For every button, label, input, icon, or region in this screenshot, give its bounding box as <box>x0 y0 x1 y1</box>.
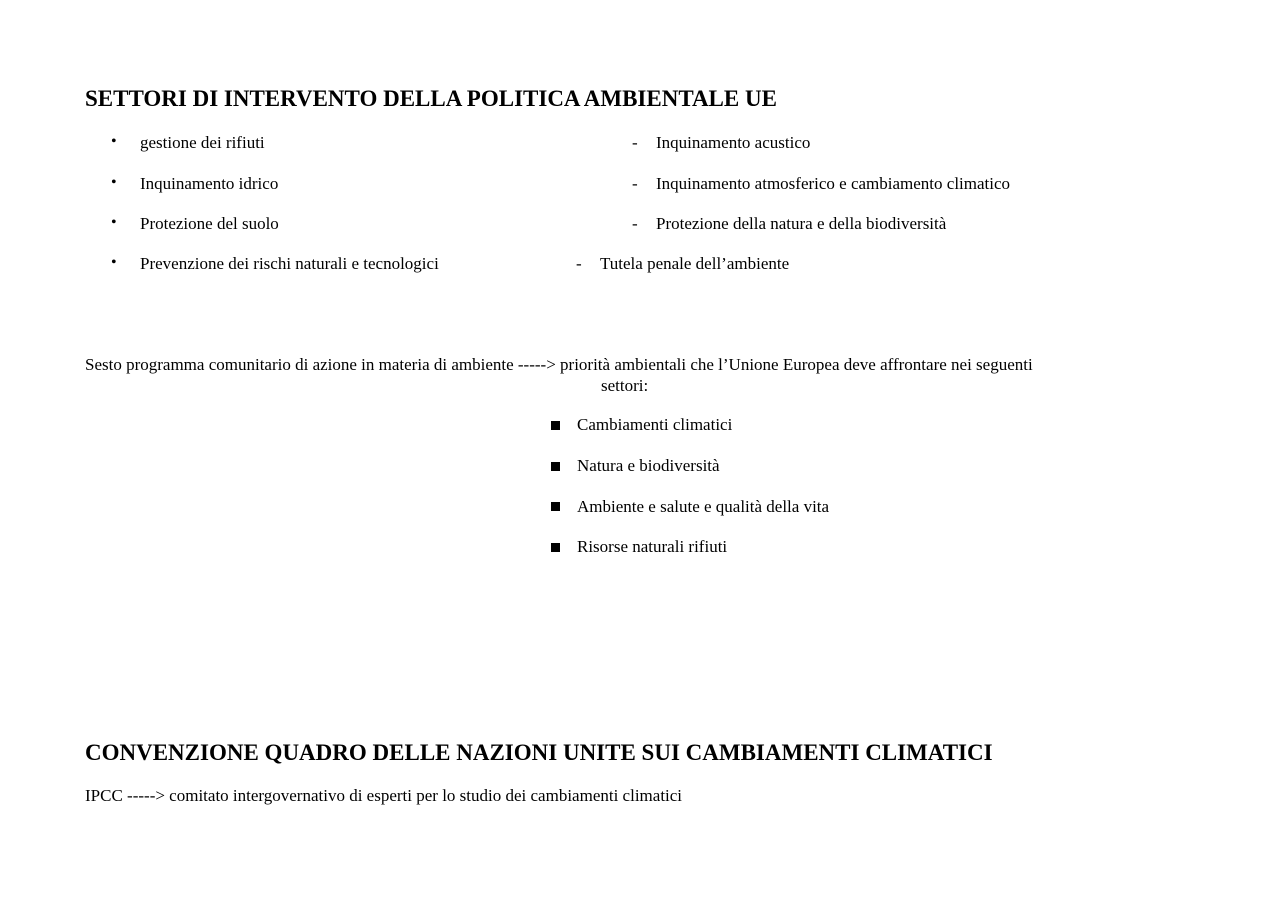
list-item: Risorse naturali rifiuti <box>577 537 728 556</box>
list-item: Cambiamenti climatici <box>577 415 733 434</box>
bullet-glyph: • <box>111 254 117 271</box>
square-bullet-icon <box>551 462 560 471</box>
ipcc-line: IPCC -----> comitato intergovernativo di esperti per lo studio dei cambiamenti climatici <box>85 786 683 805</box>
bullet-glyph: • <box>111 174 117 191</box>
list-item: Inquinamento acustico <box>656 133 811 152</box>
bullet-glyph: • <box>111 133 117 150</box>
square-bullet-icon <box>551 421 560 430</box>
section-title-convenzione: CONVENZIONE QUADRO DELLE NAZIONI UNITE SUI CAMBIAMENTI CLIMATICI <box>85 740 993 765</box>
list-item: Inquinamento idrico <box>140 174 279 193</box>
list-item: Natura e biodiversità <box>577 456 720 475</box>
dash-glyph: - <box>632 214 638 233</box>
section-title-settori: SETTORI DI INTERVENTO DELLA POLITICA AMBIENTALE UE <box>85 86 777 111</box>
square-bullet-icon <box>551 502 560 511</box>
list-item: Protezione del suolo <box>140 214 279 233</box>
list-item: Inquinamento atmosferico e cambiamento climatico <box>656 174 1011 193</box>
list-item: Tutela penale dell’ambiente <box>600 254 790 273</box>
list-item: Prevenzione dei rischi naturali e tecnologici <box>140 254 439 273</box>
programme-line-continuation: settori: <box>601 376 649 395</box>
list-item: Protezione della natura e della biodiversità <box>656 214 947 233</box>
list-item: gestione dei rifiuti <box>140 133 265 152</box>
dash-glyph: - <box>632 174 638 193</box>
square-bullet-icon <box>551 543 560 552</box>
list-item: Ambiente e salute e qualità della vita <box>577 497 830 516</box>
dash-glyph: - <box>576 254 582 273</box>
bullet-glyph: • <box>111 214 117 231</box>
dash-glyph: - <box>632 133 638 152</box>
programme-line: Sesto programma comunitario di azione in materia di ambiente -----> priorità ambientali che l’Unione Europea deve affrontare nei seguenti <box>85 355 1033 374</box>
